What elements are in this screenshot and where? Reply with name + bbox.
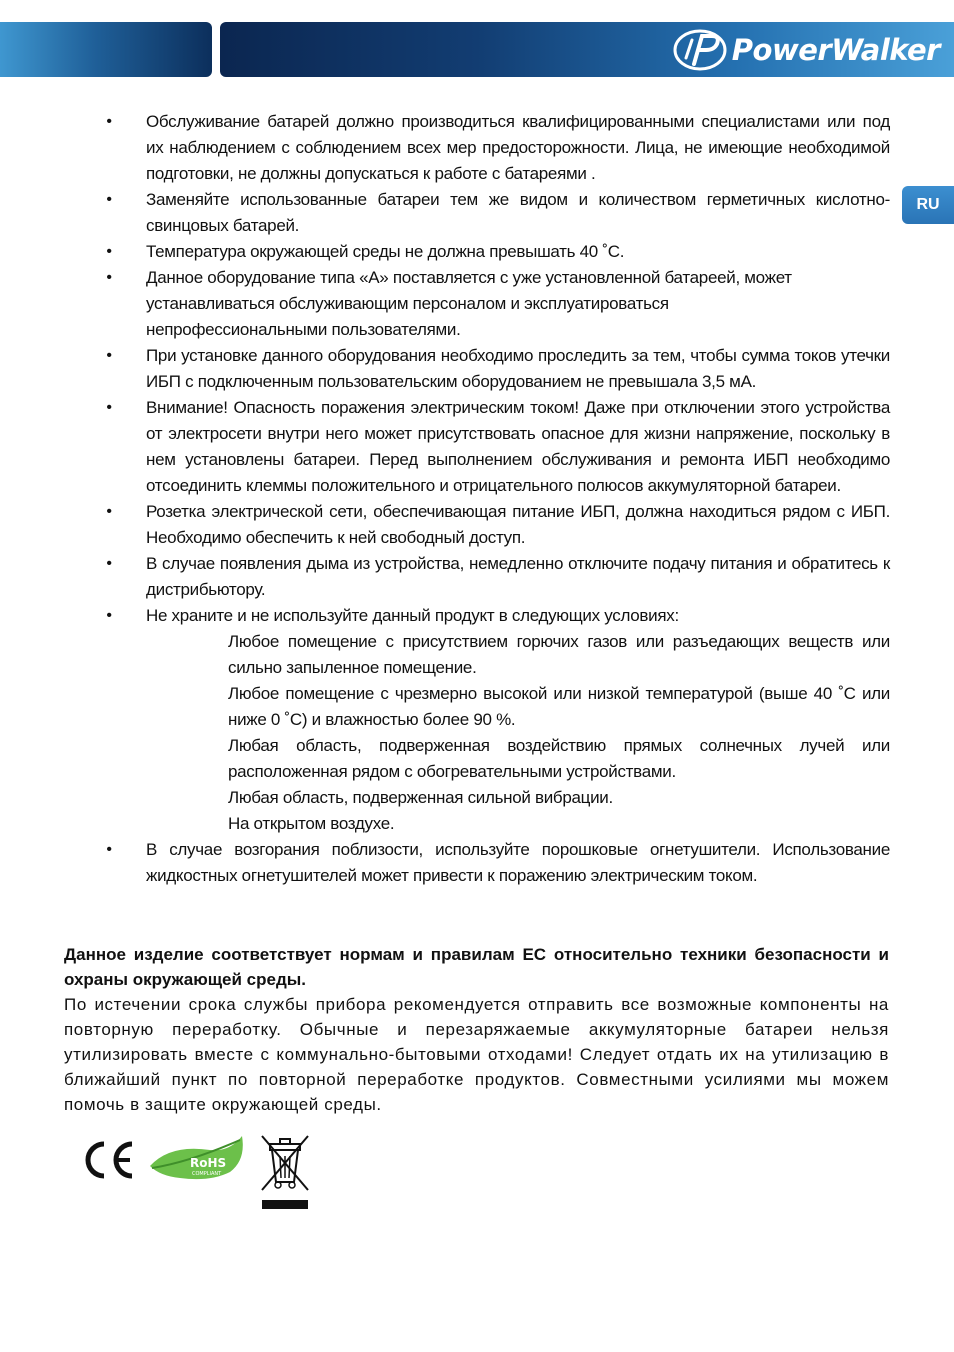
rohs-sublabel: COMPLIANT xyxy=(192,1171,222,1177)
ce-mark-icon xyxy=(88,1144,132,1176)
powerwalker-logo-icon xyxy=(672,28,728,72)
list-item xyxy=(100,265,890,343)
bullet-glyph: • xyxy=(106,113,112,130)
bullet-glyph: • xyxy=(106,607,112,624)
storage-conditions-list xyxy=(146,629,890,837)
list-item-text: Температура окружающей среды не должна превышать 40 ˚C. xyxy=(146,242,625,261)
list-item-text: Заменяйте использованные батареи тем же видом и количеством герметичных кислотно-свинцовых батарей. xyxy=(146,190,890,235)
sub-list-item: Любая область, подверженная сильной вибрации. xyxy=(228,788,613,807)
brand-name: PowerWalker xyxy=(731,33,940,67)
list-item xyxy=(100,343,890,395)
list-item xyxy=(100,239,890,265)
rohs-label: RoHS xyxy=(190,1156,227,1170)
bullet-glyph: • xyxy=(106,841,112,858)
sub-list-item: Любая область, подверженная воздействию прямых солнечных лучей или расположенная рядом с обогревательными устройствами. xyxy=(228,736,890,781)
bullet-glyph: • xyxy=(106,243,112,260)
list-item xyxy=(100,109,890,187)
list-item-text: Не храните и не используйте данный продукт в следующих условиях: xyxy=(146,606,679,625)
bullet-glyph: • xyxy=(106,347,112,364)
compliance-paragraph: По истечении срока службы прибора рекомендуется отправить все возможные компоненты на повторную переработку. Обычные и перезаряжаемые аккумуляторные батареи нельзя утилизировать вместе с коммунально-бытовыми отходами! Следует отдать их на утилизацию в ближайший пункт по повторной переработке продуктов. Совместными усилиями мы можем помочь в защите окружающей среды. xyxy=(64,995,889,1114)
sub-list-item: На открытом воздухе. xyxy=(228,814,395,833)
list-item-text: Внимание! Опасность поражения электрическим током! Даже при отключении этого устройства от электросети внутри него может присутствовать опасное для жизни напряжение, поскольку в нем установлены батареи. Перед выполнением обслуживания и ремонта ИБП необходимо отсоединить клеммы положительного и отрицательного полюсов аккумуляторной батареи. xyxy=(146,398,890,495)
list-item xyxy=(100,551,890,603)
list-item-text: Розетка электрической сети, обеспечивающая питание ИБП, должна находиться рядом с ИБП. Необходимо обеспечить к ней свободный доступ. xyxy=(146,502,890,547)
language-tab[interactable] xyxy=(902,186,954,224)
list-item xyxy=(100,499,890,551)
list-item xyxy=(100,395,890,499)
sub-list-item: Любое помещение с присутствием горючих газов или разъедающих веществ или сильно запыленное помещение. xyxy=(228,632,890,677)
header-left-bar xyxy=(0,22,212,77)
powerwalker-logo xyxy=(672,26,940,74)
list-item-text: В случае появления дыма из устройства, немедленно отключите подачу питания и обратитесь к дистрибьютору. xyxy=(146,554,890,599)
header-right-bar xyxy=(220,22,954,77)
bullet-glyph: • xyxy=(106,555,112,572)
certification-icons xyxy=(80,1132,320,1212)
safety-bullet-list xyxy=(100,109,890,889)
bullet-glyph: • xyxy=(106,269,112,286)
bullet-glyph: • xyxy=(106,503,112,520)
rohs-compliant-icon xyxy=(150,1136,243,1179)
bullet-glyph: • xyxy=(106,399,112,416)
sub-list-item: Любое помещение с чрезмерно высокой или низкой температурой (выше 40 ˚C или ниже 0 ˚C) и влажностью более 90 %. xyxy=(228,684,890,729)
list-item xyxy=(100,187,890,239)
list-item xyxy=(100,603,890,837)
weee-crossed-bin-icon xyxy=(262,1136,308,1209)
bullet-glyph: • xyxy=(106,191,112,208)
list-item-text: Обслуживание батарей должно производиться квалифицированными специалистами или под их наблюдением с соблюдением всех мер предосторожности. Лица, не имеющие необходимой подготовки, не должны допускаться к работе с батареями . xyxy=(146,112,890,183)
compliance-heading: Данное изделие соответствует нормам и правилам ЕС относительно техники безопасности и охраны окружающей среды. xyxy=(64,945,889,989)
compliance-section xyxy=(64,942,889,1117)
list-item-text: При установке данного оборудования необходимо проследить за тем, чтобы сумма токов утечки ИБП с подключенным пользовательским оборудованием не превышала 3,5 мА. xyxy=(146,346,890,391)
list-item-text: В случае возгорания поблизости, используйте порошковые огнетушители. Использование жидкостных огнетушителей может привести к поражению электрическим током. xyxy=(146,840,890,885)
list-item xyxy=(100,837,890,889)
list-item-text: Данное оборудование типа «А» поставляется с уже установленной батареей, может устанавливаться обслуживающим персоналом и эксплуатироваться непрофессиональными пользователями. xyxy=(146,268,792,339)
language-tab-label: RU xyxy=(916,196,940,213)
